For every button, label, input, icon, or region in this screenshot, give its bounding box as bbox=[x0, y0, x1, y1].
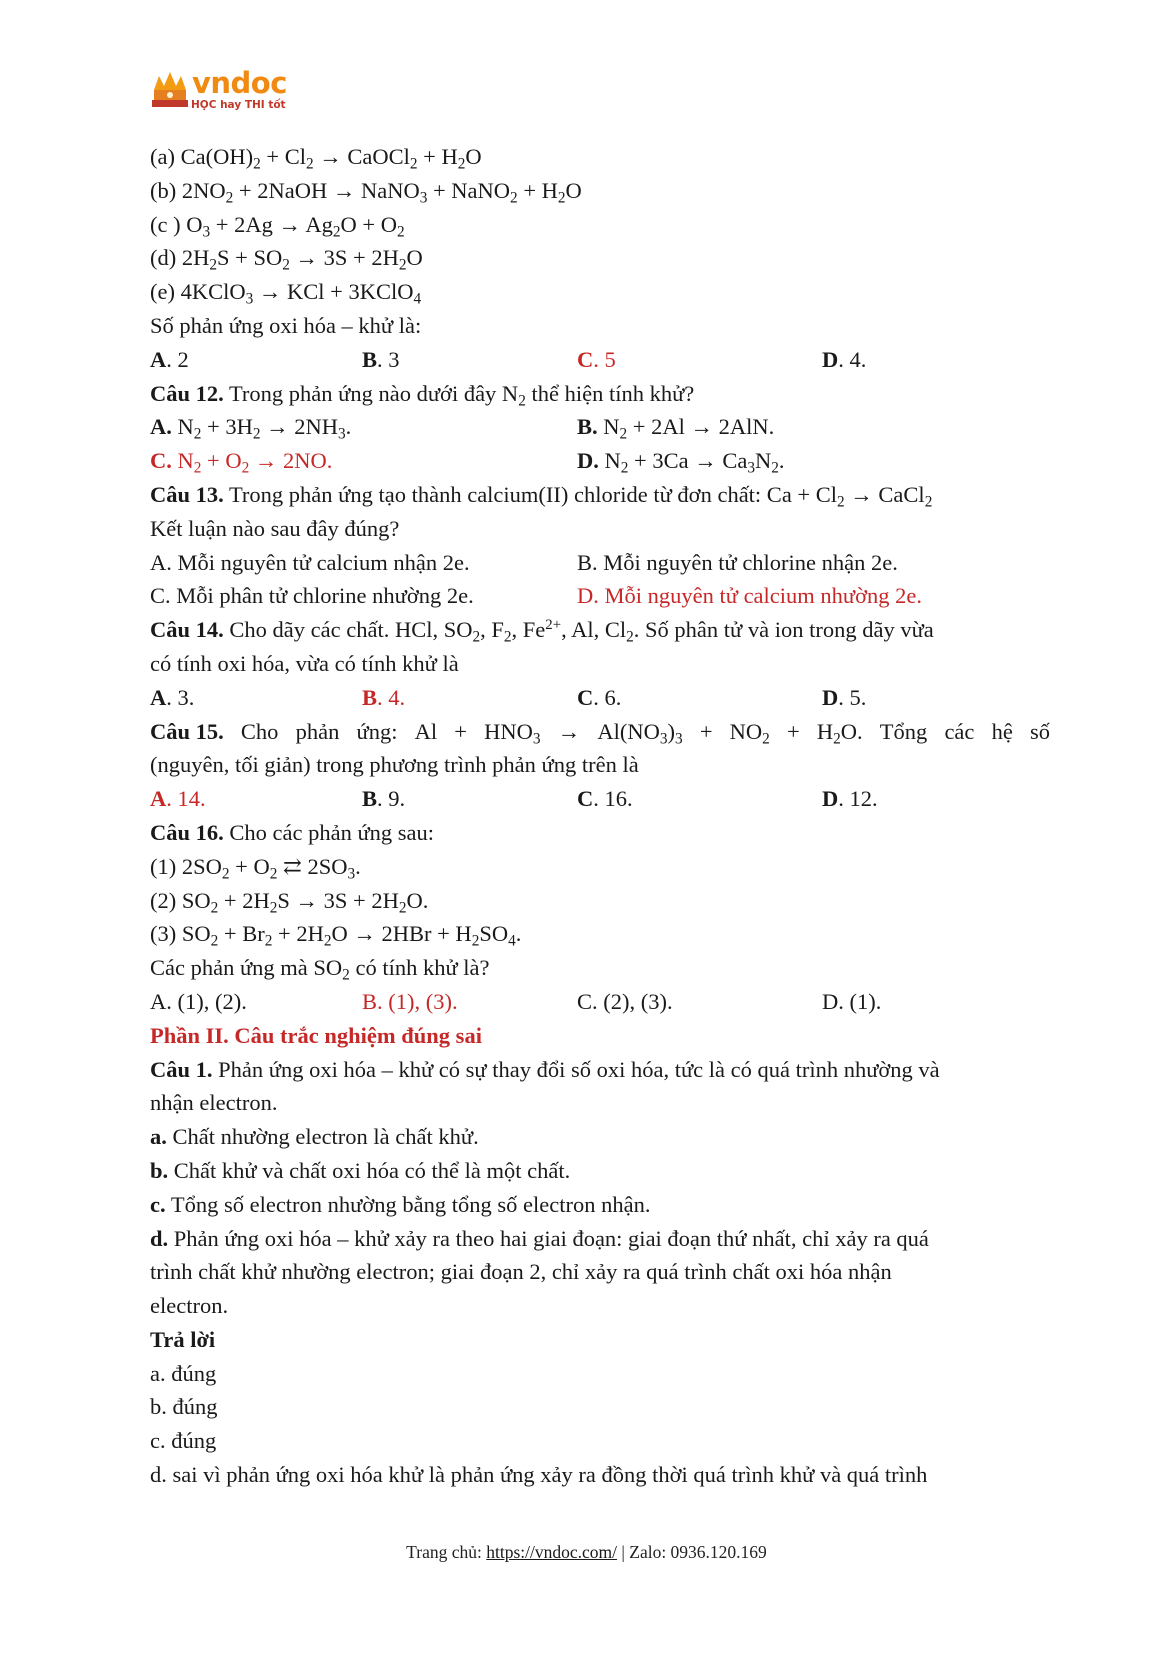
answer-c: c. đúng bbox=[150, 1428, 217, 1454]
q16-question-cont: Các phản ứng mà $SO_2$ có tính khử là? bbox=[150, 955, 490, 984]
q14-option-a[interactable]: A. 3. bbox=[150, 684, 195, 710]
q12-option-a[interactable]: A. $N_2 + 3H_2 \to 2NH_3$. bbox=[150, 414, 352, 443]
statement-d-cont2: electron. bbox=[150, 1293, 229, 1319]
statement-d: d. Phản ứng oxi hóa – khử xảy ra theo hai giai đoạn: giai đoạn thứ nhất, chỉ xảy ra quá bbox=[150, 1225, 929, 1251]
q11-options bbox=[150, 343, 1050, 377]
logo-tagline: HỌC hay THI tốt bbox=[191, 99, 286, 111]
q16-reaction-1: (1) $2SO_2 + O_2$ ⇄ $2SO_3$. bbox=[150, 853, 361, 883]
q12-option-b[interactable]: B. $N_2 + 2Al \to 2AlN$. bbox=[577, 414, 775, 443]
answer-a: a. đúng bbox=[150, 1360, 217, 1386]
reaction-e: (e) 4KClO$_3$ → KCl + 3KClO$_4$ bbox=[150, 279, 422, 308]
q15-question: Câu 15. Cho phản ứng: Al + $HNO_3$ → $Al(NO_3)_3$ + $NO_2$ + $H_2O$. Tổng các hệ số bbox=[150, 718, 1050, 747]
q15-option-c[interactable]: C. 16. bbox=[577, 786, 633, 812]
q12-question: Câu 12. Trong phản ứng nào dưới đây $N_2$ thể hiện tính khử? bbox=[150, 380, 695, 409]
reaction-c: (c ) $O_3 + 2Ag \to Ag_2O + O_2$ bbox=[150, 211, 405, 240]
q16-options bbox=[150, 985, 1050, 1019]
q13-option-b[interactable]: B. Mỗi nguyên tử chlorine nhận 2e. bbox=[577, 549, 898, 575]
q14-option-d[interactable]: D. 5. bbox=[822, 684, 867, 710]
answer-d: d. sai vì phản ứng oxi hóa khử là phản ứng xảy ra đồng thời quá trình khử và quá trình bbox=[150, 1462, 928, 1488]
q13-options-row2 bbox=[150, 579, 1050, 613]
q16-reaction-2: (2) $SO_2 + 2H_2S \to 3S + 2H_2O$. bbox=[150, 887, 429, 916]
q14-option-c[interactable]: C. 6. bbox=[577, 684, 622, 710]
q12-options-row1 bbox=[150, 410, 1050, 444]
q16-option-d[interactable]: D. (1). bbox=[822, 988, 882, 1014]
q15-options bbox=[150, 782, 1050, 816]
answer-heading: Trả lời bbox=[150, 1326, 216, 1352]
q14-option-b[interactable]: B. 4. bbox=[362, 684, 406, 710]
q16-question: Câu 16. Cho các phản ứng sau: bbox=[150, 819, 435, 845]
statement-a: a. Chất nhường electron là chất khử. bbox=[150, 1124, 479, 1150]
q15-question-cont: (nguyên, tối giản) trong phương trình phản ứng trên là bbox=[150, 752, 639, 778]
q13-option-d[interactable]: D. Mỗi nguyên tử calcium nhường 2e. bbox=[577, 583, 922, 609]
statement-c: c. Tổng số electron nhường bằng tổng số electron nhận. bbox=[150, 1191, 651, 1217]
homepage-link[interactable]: https://vndoc.com/ bbox=[486, 1542, 617, 1562]
q13-question: Câu 13. Trong phản ứng tạo thành calcium(II) chloride từ đơn chất: $Ca + Cl_2$ → CaCl$_2$ bbox=[150, 481, 933, 511]
part2-c1-question: Câu 1. Phản ứng oxi hóa – khử có sự thay đổi số oxi hóa, tức là có quá trình nhường và bbox=[150, 1056, 940, 1082]
q11-option-b[interactable]: B. 3 bbox=[362, 346, 400, 372]
vndoc-logo[interactable] bbox=[150, 66, 285, 116]
reaction-d: (d) $2H_2S + SO_2 \to 3S + 2H_2O$ bbox=[150, 245, 423, 274]
q11-option-a[interactable]: A. 2 bbox=[150, 346, 189, 372]
q15-option-a[interactable]: A. 14. bbox=[150, 786, 206, 812]
statement-b: b. Chất khử và chất oxi hóa có thể là một chất. bbox=[150, 1157, 571, 1183]
q16-option-c[interactable]: C. (2), (3). bbox=[577, 988, 673, 1014]
logo-name: vndoc bbox=[192, 66, 287, 100]
q12-options-row2 bbox=[150, 444, 1050, 478]
q13-question-cont: Kết luận nào sau đây đúng? bbox=[150, 515, 400, 541]
document-body bbox=[150, 140, 1050, 1492]
q13-option-a[interactable]: A. Mỗi nguyên tử calcium nhận 2e. bbox=[150, 549, 470, 575]
q15-option-b[interactable]: B. 9. bbox=[362, 786, 406, 812]
q13-options-row1 bbox=[150, 546, 1050, 580]
part2-c1-question-cont: nhận electron. bbox=[150, 1090, 278, 1116]
q13-option-c[interactable]: C. Mỗi phân tử chlorine nhường 2e. bbox=[150, 583, 474, 609]
q16-option-b[interactable]: B. (1), (3). bbox=[362, 988, 458, 1014]
reaction-b: (b) $2NO_2$ + 2NaOH → NaNO$_3$ + NaNO$_2$ + $H_2O$ bbox=[150, 177, 582, 207]
q15-option-d[interactable]: D. 12. bbox=[822, 786, 878, 812]
q12-option-c[interactable]: C. $N_2 + O_2 \to 2NO$. bbox=[150, 448, 333, 477]
page-footer: Trang chủ: https://vndoc.com/ | Zalo: 0936.120.169 bbox=[406, 1542, 767, 1562]
q11-option-d[interactable]: D. 4. bbox=[822, 346, 867, 372]
q14-options bbox=[150, 681, 1050, 715]
q11-option-c[interactable]: C. 5 bbox=[577, 346, 616, 372]
part2-heading: Phần II. Câu trắc nghiệm đúng sai bbox=[150, 1022, 482, 1048]
trophy-icon bbox=[150, 68, 190, 112]
q14-question-cont: có tính oxi hóa, vừa có tính khử là bbox=[150, 650, 459, 676]
q16-reaction-3: (3) $SO_2 + Br_2 + 2H_2O \to 2HBr + H_2SO_4$. bbox=[150, 921, 522, 950]
reaction-a: (a) $Ca(OH)_2 + Cl_2$ → CaOCl$_2$ + $H_2O$ bbox=[150, 144, 482, 173]
statement-d-cont: trình chất khử nhường electron; giai đoạn 2, chỉ xảy ra quá trình chất oxi hóa nhận bbox=[150, 1259, 892, 1285]
q14-question: Câu 14. Cho dãy các chất. HCl, $SO_2$, $F_2$, $Fe^{2+}$, Al, $Cl_2$. Số phân tử và ion trong dãy vừa bbox=[150, 617, 934, 646]
answer-b: b. đúng bbox=[150, 1394, 218, 1420]
q16-option-a[interactable]: A. (1), (2). bbox=[150, 988, 247, 1014]
q12-option-d[interactable]: D. $N_2 + 3Ca \to Ca_3N_2$. bbox=[577, 448, 785, 477]
q11-question: Số phản ứng oxi hóa – khử là: bbox=[150, 312, 422, 338]
